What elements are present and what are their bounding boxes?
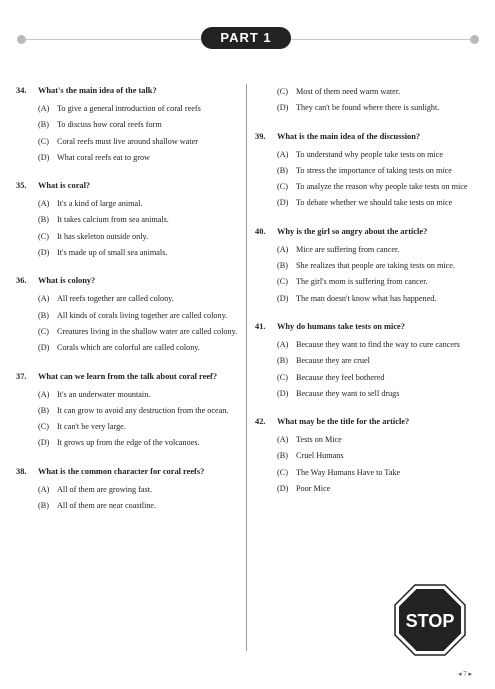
option-letter: (A): [277, 339, 289, 349]
header-dot-left: [17, 35, 26, 44]
option-letter: (D): [38, 438, 50, 448]
option-text: Tests on Mice: [296, 435, 342, 445]
option-letter: (D): [277, 293, 289, 303]
answer-option: [277, 337, 479, 353]
option-text: Coral reefs must live around shallow water: [57, 136, 198, 146]
answer-option: [277, 274, 479, 290]
option-letter: (B): [38, 405, 49, 415]
option-list: [255, 337, 479, 402]
part-title: PART 1: [201, 27, 291, 49]
answer-option: [277, 242, 479, 258]
option-letter: (C): [277, 372, 288, 382]
option-text: It takes calcium from sea animals.: [57, 215, 169, 225]
option-text: All reefs together are called colony.: [57, 294, 174, 304]
answer-option: [277, 432, 479, 448]
option-text: She realizes that people are taking tests on mice.: [296, 261, 455, 271]
question-text: Why do humans take tests on mice?: [277, 321, 405, 331]
left-column: [16, 84, 238, 527]
option-letter: (D): [277, 388, 289, 398]
option-letter: (A): [38, 294, 50, 304]
option-text: It has skeleton outside only.: [57, 231, 149, 241]
answer-option: [277, 84, 479, 100]
question-block: [255, 320, 479, 402]
answer-option: [38, 498, 238, 514]
question-block: [16, 465, 238, 515]
option-text: To analyze the reason why people take tests on mice: [296, 182, 468, 192]
question-stem: [255, 320, 479, 333]
answer-option: [38, 340, 238, 356]
question-number: 40.: [255, 226, 266, 236]
question-number: 34.: [16, 86, 27, 95]
question-text: What is the common character for coral reefs?: [38, 466, 205, 476]
option-text: It grows up from the edge of the volcanoes.: [57, 438, 200, 448]
option-letter: (D): [277, 103, 289, 113]
option-letter: (C): [38, 231, 49, 241]
question-text: What may be the title for the article?: [277, 417, 410, 427]
right-column: [255, 84, 479, 510]
answer-option: [277, 179, 479, 195]
question-number: 42.: [255, 417, 266, 427]
option-text: All of them are near coastline.: [57, 501, 157, 511]
option-text: Because they want to sell drugs: [296, 388, 400, 398]
option-letter: (A): [277, 244, 289, 254]
option-list: [16, 387, 238, 452]
header-dot-right: [470, 35, 479, 44]
question-number: 36.: [16, 276, 27, 286]
question-block: [255, 225, 479, 307]
option-text: They can't be found where there is sunlight.: [296, 103, 440, 113]
answer-option: [277, 147, 479, 163]
option-text: To understand why people take tests on mice: [296, 149, 443, 159]
option-text: The Way Humans Have to Take: [296, 467, 401, 477]
question-stem: [255, 130, 479, 143]
option-text: It's a kind of large animal.: [57, 199, 143, 209]
answer-option: [277, 291, 479, 307]
answer-option: [38, 245, 238, 261]
answer-option: [277, 163, 479, 179]
question-block: [16, 179, 238, 261]
option-text: Cruel Humans: [296, 451, 344, 461]
option-letter: (B): [277, 261, 288, 271]
question-text: What's the main idea of the talk?: [38, 86, 157, 95]
question-stem: [16, 274, 238, 287]
answer-option: [38, 482, 238, 498]
option-letter: (B): [38, 215, 49, 225]
option-text: What coral reefs eat to grow: [57, 152, 150, 162]
option-letter: (A): [277, 435, 289, 445]
question-number: 38.: [16, 466, 27, 476]
option-text: Most of them need warm water.: [296, 87, 401, 96]
option-text: It can't be very large.: [57, 422, 126, 432]
option-text: All of them are growing fast.: [57, 484, 153, 494]
stop-sign-icon: [394, 584, 466, 656]
option-letter: (D): [277, 198, 289, 208]
option-letter: (A): [38, 389, 50, 399]
page-number: ◂ 7 ▸: [458, 670, 473, 678]
question-block: [16, 84, 238, 166]
question-stem: [16, 84, 238, 97]
option-text: Because they feel bothered: [296, 372, 385, 382]
option-text: It's an underwater mountain.: [57, 389, 151, 399]
option-letter: (D): [38, 248, 50, 258]
answer-option: [277, 448, 479, 464]
question-stem: [255, 415, 479, 428]
option-text: Creatures living in the shallow water are called colony.: [57, 326, 238, 336]
option-letter: (D): [38, 343, 50, 353]
answer-option: [277, 386, 479, 402]
answer-option: [277, 258, 479, 274]
question-stem: [16, 465, 238, 478]
option-letter: (A): [38, 104, 50, 113]
option-list: [16, 482, 238, 515]
option-letter: (C): [277, 277, 288, 287]
answer-option: [277, 100, 479, 116]
option-text: The man doesn't know what has happened.: [296, 293, 437, 303]
option-letter: (A): [277, 149, 289, 159]
stop-sign-label: STOP: [405, 611, 455, 631]
answer-option: [38, 403, 238, 419]
option-list: [255, 432, 479, 497]
question-block: [16, 370, 238, 452]
option-letter: (B): [277, 165, 288, 175]
option-text: Poor Mice: [296, 484, 331, 494]
answer-option: [277, 195, 479, 211]
option-text: It can grow to avoid any destruction from the ocean.: [57, 405, 229, 415]
question-stem: [16, 370, 238, 383]
question-number: 41.: [255, 321, 266, 331]
question-block: [16, 274, 238, 356]
option-letter: (B): [277, 451, 288, 461]
option-text: To stress the importance of taking tests on mice: [296, 165, 452, 175]
part-header: [0, 26, 495, 52]
header-rule-right: [285, 39, 473, 40]
option-text: To debate whether we should take tests on mice: [296, 198, 453, 208]
option-letter: (D): [277, 484, 289, 494]
option-text: Corals which are colorful are called colony.: [57, 343, 200, 353]
option-text: It's made up of small sea animals.: [57, 248, 168, 258]
question-38-continued: [255, 84, 479, 117]
answer-option: [38, 196, 238, 212]
option-letter: (B): [38, 120, 49, 130]
answer-option: [38, 229, 238, 245]
option-letter: (B): [38, 501, 49, 511]
question-block: [255, 415, 479, 497]
option-list: [255, 84, 479, 117]
question-stem: [16, 179, 238, 192]
answer-option: [38, 117, 238, 133]
answer-option: [277, 353, 479, 369]
option-list: [255, 242, 479, 307]
option-letter: (A): [38, 484, 50, 494]
option-list: [16, 101, 238, 166]
question-number: 39.: [255, 131, 266, 141]
option-text: Because they want to find the way to cure cancers: [296, 339, 460, 349]
option-letter: (C): [38, 422, 49, 432]
option-letter: (C): [38, 136, 49, 146]
option-text: Mice are suffering from cancer.: [296, 244, 400, 254]
option-text: Because they are cruel: [296, 356, 370, 366]
question-stem: [255, 225, 479, 238]
option-letter: (B): [38, 310, 49, 320]
question-text: What can we learn from the talk about coral reef?: [38, 371, 218, 381]
answer-option: [277, 370, 479, 386]
answer-option: [38, 150, 238, 166]
question-text: What is coral?: [38, 181, 91, 191]
answer-option: [38, 324, 238, 340]
option-letter: (A): [38, 199, 50, 209]
answer-option: [277, 465, 479, 481]
answer-option: [38, 101, 238, 117]
answer-option: [38, 387, 238, 403]
option-list: [255, 147, 479, 212]
option-text: To discuss how coral reefs form: [57, 120, 162, 130]
option-text: The girl's mom is suffering from cancer.: [296, 277, 428, 287]
question-block: [255, 130, 479, 212]
option-text: To give a general introduction of coral reefs: [57, 104, 201, 113]
header-rule-left: [22, 39, 207, 40]
column-divider: [246, 84, 247, 651]
question-text: What is colony?: [38, 276, 96, 286]
answer-option: [38, 419, 238, 435]
answer-option: [38, 435, 238, 451]
answer-option: [38, 212, 238, 228]
option-letter: (C): [277, 182, 288, 192]
option-letter: (D): [38, 152, 50, 162]
option-letter: (C): [277, 467, 288, 477]
option-list: [16, 291, 238, 356]
option-list: [16, 196, 238, 261]
answer-option: [277, 481, 479, 497]
answer-option: [38, 134, 238, 150]
answer-option: [38, 291, 238, 307]
question-text: What is the main idea of the discussion?: [277, 131, 421, 141]
option-text: All kinds of corals living together are called colony.: [57, 310, 228, 320]
option-letter: (C): [38, 326, 49, 336]
option-letter: (C): [277, 87, 288, 96]
question-number: 37.: [16, 371, 27, 381]
answer-option: [38, 308, 238, 324]
question-text: Why is the girl so angry about the article?: [277, 226, 428, 236]
question-number: 35.: [16, 181, 27, 191]
option-letter: (B): [277, 356, 288, 366]
